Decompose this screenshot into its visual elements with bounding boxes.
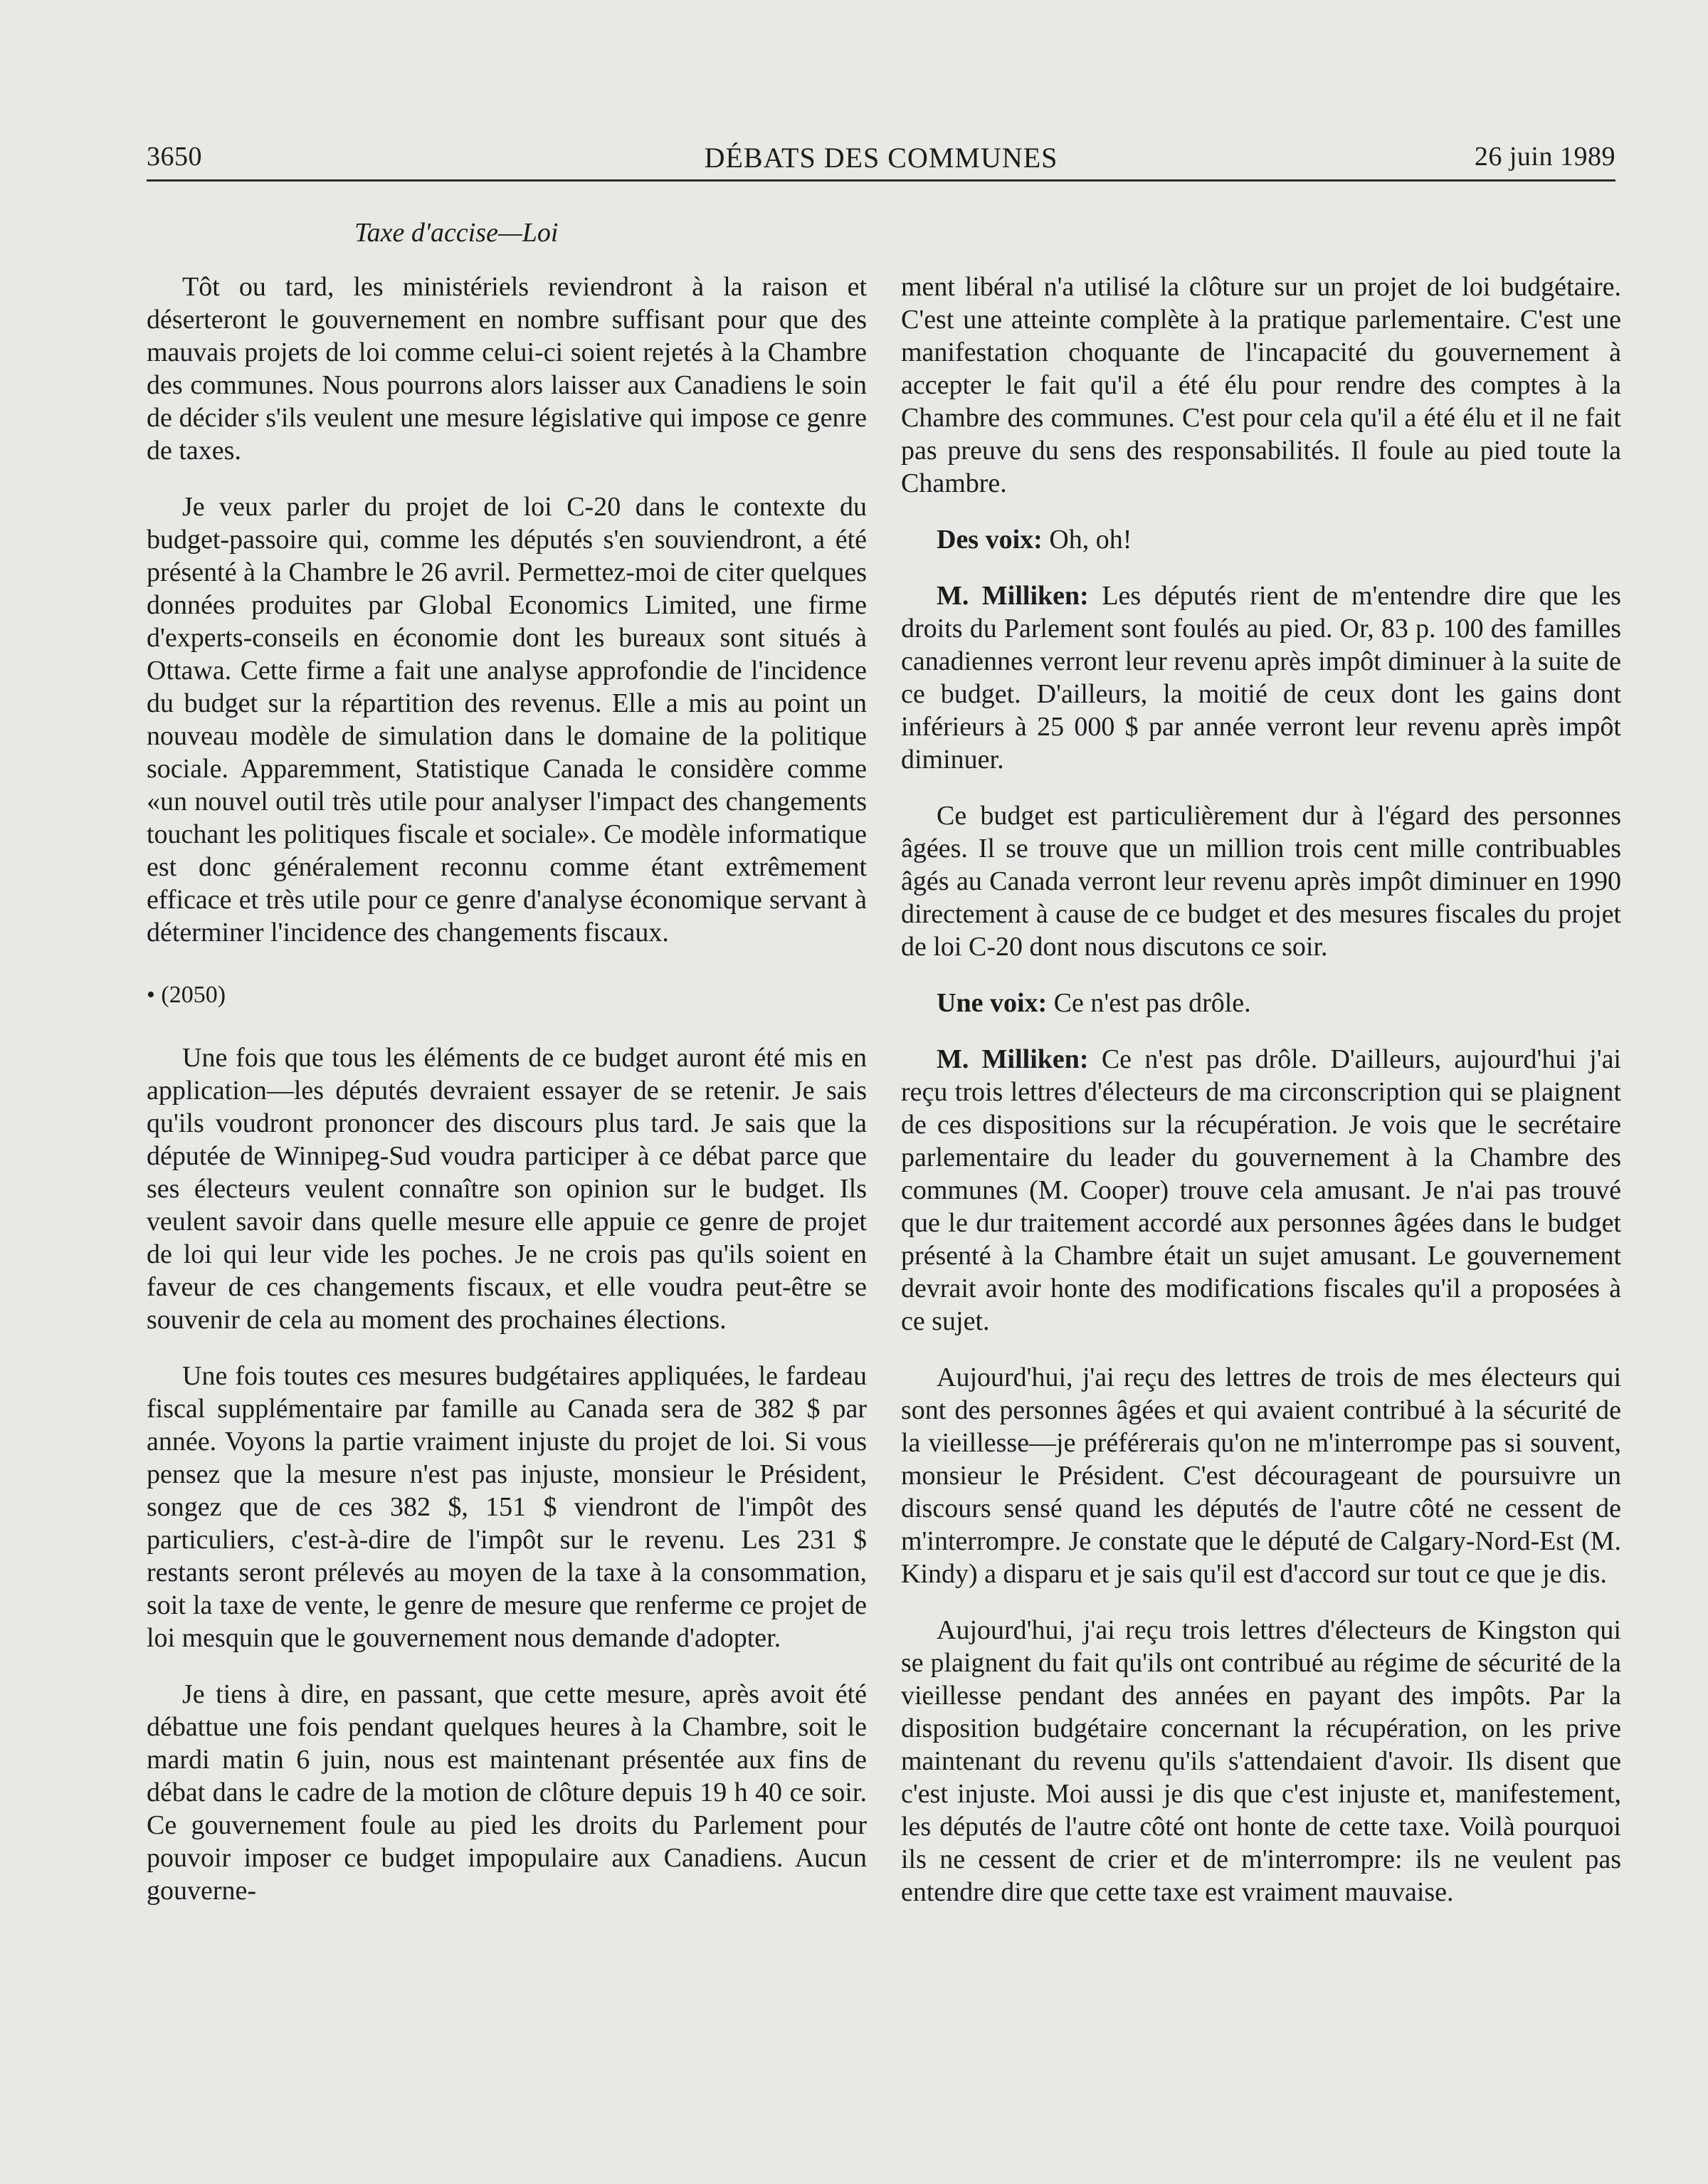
paragraph: Ce budget est particulièrement dur à l'égard des personnes âgées. Il se trouve que un million trois cent mille contribuables âgés au Canada verront leur revenu après impôt diminuer en 1990 directement à cause de ce budget et des mesures fiscales du projet de loi C-20 dont nous discutons ce soir. xyxy=(901,801,1621,962)
speech-text: Les députés rient de m'entendre dire que les droits du Parlement sont foulés au pied. Or, 83 p. 100 des familles canadiennes verront leur revenu après impôt diminuer à la suite de ce budget. D'ailleurs, la moitié de ceux dont les gains dont inférieurs à 25 000 $ par année verront leur revenu après impôt diminuer. xyxy=(901,581,1621,775)
time-marker: • (2050) xyxy=(147,982,226,1008)
speech-paragraph xyxy=(901,579,1621,776)
paragraph: Aujourd'hui, j'ai reçu des lettres de trois de mes électeurs qui sont des personnes âgées et qui avaient contribué à la sécurité de la vieillesse—je préférerais qu'on ne m'interrompe pas si souvent, monsieur le Président. C'est décourageant de poursuivre un discours sensé quand les députés de l'autre côté ne cessent de m'interrompre. Je constate que le député de Calgary-Nord-Est (M. Kindy) a disparu et je sais qu'il est d'accord sur tout ce que je dis. xyxy=(901,1363,1621,1589)
speech-paragraph xyxy=(901,1043,1621,1338)
paragraph: Tôt ou tard, les ministériels reviendront à la raison et déserteront le gouvernement en nombre suffisant pour que des mauvais projets de loi comme celui-ci soient rejetés à la Chambre des communes. Nous pourrons alors laisser aux Canadiens le soin de décider s'ils veulent une mesure législative qui impose ce genre de taxes. xyxy=(147,272,867,466)
speech-text: Oh, oh! xyxy=(1042,525,1132,555)
interjection xyxy=(901,523,1621,556)
speech-text: Ce n'est pas drôle. xyxy=(1047,988,1251,1018)
speaker-name: Une voix: xyxy=(937,988,1048,1018)
publication-title: DÉBATS DES COMMUNES xyxy=(704,142,1058,174)
header-rule xyxy=(147,179,1615,182)
interjection xyxy=(901,987,1621,1019)
speaker-name: M. Milliken: xyxy=(937,1044,1089,1074)
paragraph: Une fois toutes ces mesures budgétaires appliquées, le fardeau fiscal supplémentaire par famille au Canada sera de 382 $ par année. Voyons la partie vraiment injuste du projet de loi. Si vous pensez que la mesure n'est pas injuste, monsieur le Président, songez que de ces 382 $, 151 $ viendront de l'impôt des particuliers, c'est-à-dire de l'impôt sur le revenu. Les 231 $ restants seront prélevés au moyen de la taxe à la consommation, soit la taxe de vente, le genre de mesure que renferme ce projet de loi mesquin que le gouvernement nous demande d'adopter. xyxy=(147,1361,867,1653)
paragraph: Je veux parler du projet de loi C-20 dans le contexte du budget-passoire qui, comme les députés s'en souviendront, a été présenté à la Chambre le 26 avril. Permettez-moi de citer quelques données produites par Global Economics Limited, une firme d'experts-conseils en économie dont les bureaux sont situés à Ottawa. Cette firme a fait une analyse approfondie de l'incidence du budget sur la répartition des revenus. Elle a mis au point un nouveau modèle de simulation dans le domaine de la politique sociale. Apparemment, Statistique Canada le considère comme «un nouvel outil très utile pour analyser l'impact des changements touchant les politiques fiscale et sociale». Ce modèle informatique est donc généralement reconnu comme étant extrêmement efficace et très utile pour ce genre d'analyse économique servant à déterminer l'incidence des changements fiscaux. xyxy=(147,492,867,947)
sitting-date: 26 juin 1989 xyxy=(1474,142,1615,172)
right-column xyxy=(901,271,1621,1932)
paragraph: Aujourd'hui, j'ai reçu trois lettres d'électeurs de Kingston qui se plaignent du fait qu'ils ont contribué au régime de sécurité de la vieillesse pendant des années en payant des impôts. Par la disposition budgétaire concernant la récupération, on les prive maintenant du revenu qu'ils s'attendaient d'avoir. Ils disent que c'est injuste. Moi aussi je dis que c'est injuste et, manifestement, les députés de l'autre côté ont honte de cette taxe. Voilà pourquoi ils ne cessent de crier et de m'interrompre: ils ne veulent pas entendre dire que cette taxe est vraiment mauvaise. xyxy=(901,1615,1621,1907)
speech-text: Ce n'est pas drôle. D'ailleurs, aujourd'hui j'ai reçu trois lettres d'électeurs de ma circonscription qui se plaignent de ces dispositions sur la récupération. Je vois que le secrétaire parlementaire du leader du gouvernement à la Chambre des communes (M. Cooper) trouve cela amusant. Je n'ai pas trouvé que le dur traitement accordé aux personnes âgées dans le budget présenté à la Chambre était un sujet amusant. Le gouvernement devrait avoir honte des modifications fiscales qu'il a proposées à ce sujet. xyxy=(901,1044,1621,1336)
speaker-name: Des voix: xyxy=(937,525,1043,555)
paragraph: Une fois que tous les éléments de ce budget auront été mis en application—les députés devraient essayer de se retenir. Je sais qu'ils voudront prononcer des discours plus tard. Je sais que la députée de Winnipeg-Sud voudra participer à ce débat parce que ses électeurs veulent connaître son opinion sur le budget. Ils veulent savoir dans quelle mesure elle appuie ce genre de projet de loi qui leur vide les poches. Je ne crois pas qu'ils soient en faveur de ces changements fiscaux, et elle voudra peut-être se souvenir de cela au moment des prochaines élections. xyxy=(147,1043,867,1335)
paragraph: Je tiens à dire, en passant, que cette mesure, après avoit été débattue une fois pendant quelques heures à la Chambre, soit le mardi matin 6 juin, nous est maintenant présentée aux fins de débat dans le cadre de la motion de clôture depuis 19 h 40 ce soir. Ce gouvernement foule au pied les droits du Parlement pour pouvoir imposer ce budget impopulaire aux Canadiens. Aucun gouverne- xyxy=(147,1679,867,1906)
running-header xyxy=(147,141,1615,184)
paragraph: ment libéral n'a utilisé la clôture sur un projet de loi budgétaire. C'est une atteinte complète à la pratique parlementaire. C'est une manifestation choquante de l'incapacité du gouvernement à accepter le fait qu'il a été élu pour rendre des comptes à la Chambre des communes. C'est pour cela qu'il a été élu et il ne fait pas preuve du sens des responsabilités. Il foule au pied toute la Chambre. xyxy=(901,272,1621,498)
page-number: 3650 xyxy=(147,142,202,172)
speaker-name: M. Milliken: xyxy=(937,581,1089,611)
subject-heading: Taxe d'accise—Loi xyxy=(354,218,559,248)
left-column xyxy=(147,271,867,1931)
